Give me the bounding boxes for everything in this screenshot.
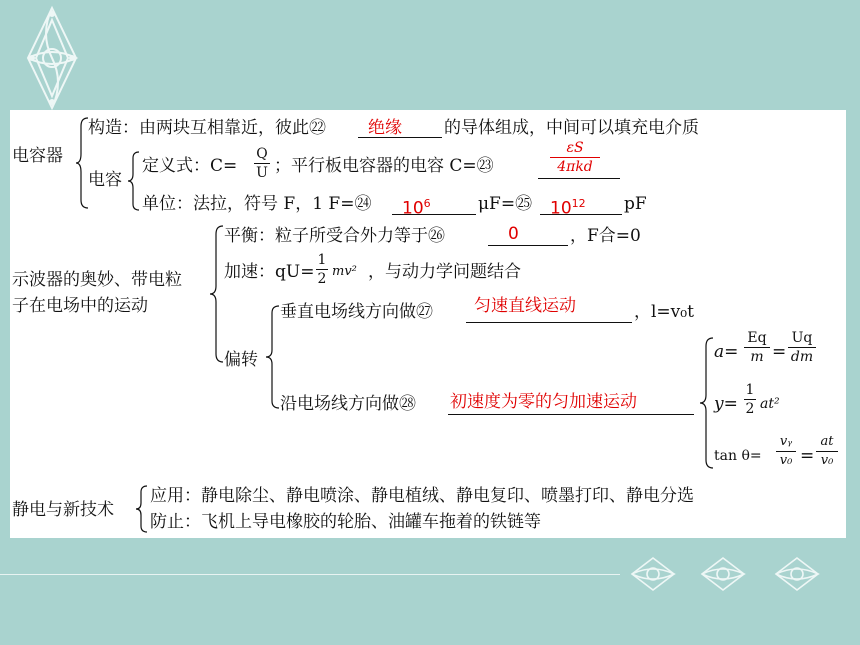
decorative-ornament-bottom-1 xyxy=(628,556,678,592)
formula-tan-f2-bar xyxy=(816,451,838,452)
accelerate-mv: mv² xyxy=(332,264,357,279)
balance-suffix: ，F合=0 xyxy=(570,226,641,246)
decorative-ornament-bottom-3 xyxy=(772,556,822,592)
formula-tan-fraction-1 xyxy=(776,434,796,469)
blank-23-bar xyxy=(550,157,600,158)
formula-a-fraction-2 xyxy=(788,330,816,365)
deflect-label: 偏转 xyxy=(224,350,258,370)
blank-25-answer xyxy=(550,194,586,219)
formula-a-fraction-1 xyxy=(744,330,770,365)
blank-24-answer xyxy=(402,194,431,219)
blank-28-line xyxy=(448,414,694,415)
formula-y-rest: at² xyxy=(760,396,780,412)
formula-tan-f2-num: at xyxy=(820,434,834,449)
unit-prefix: 单位：法拉，符号 F，1 F=㉔ xyxy=(142,194,372,214)
perpendicular-suffix: ，l=v₀t xyxy=(634,302,694,322)
blank-24-base: 10 xyxy=(402,198,424,219)
blank-23-line xyxy=(538,178,620,179)
motion-label-line2: 子在电场中的运动 xyxy=(12,296,148,316)
formula-tan-f1-den: v₀ xyxy=(779,453,793,468)
formula-a-f2-num: Uq xyxy=(791,330,813,346)
knowledge-outline-sheet xyxy=(10,110,846,538)
formula-tan-fraction-2 xyxy=(816,434,838,469)
deflect-brace xyxy=(266,304,280,410)
along-prefix: 沿电场线方向做㉘ xyxy=(280,394,416,414)
formula-tan-eq: = xyxy=(800,446,815,466)
formula-a-f1-den: m xyxy=(750,349,764,365)
blank-28-answer: 初速度为零的匀加速运动 xyxy=(450,392,637,412)
blank-23-answer xyxy=(550,140,600,175)
blank-25-exp: 12 xyxy=(571,197,586,210)
half-bar xyxy=(316,269,328,270)
formula-a-f1-num: Eq xyxy=(747,330,767,346)
accelerate-suffix: ，与动力学问题结合 xyxy=(368,262,521,282)
formula-brace xyxy=(700,336,714,470)
u-denominator: U xyxy=(256,165,268,181)
accelerate-prefix: 加速：qU= xyxy=(224,262,315,282)
capacitor-label: 电容器 xyxy=(12,146,63,166)
tech-application: 应用：静电除尘、静电喷涂、静电植绒、静电复印、喷墨打印、静电分选 xyxy=(150,486,694,506)
blank-23-denominator: 4πkd xyxy=(557,159,593,175)
formula-a-f2-bar xyxy=(788,347,816,348)
blank-24-exp: 6 xyxy=(423,197,431,210)
q-over-u-fraction xyxy=(254,146,270,181)
formula-y-num: 1 xyxy=(745,382,755,398)
definition-prefix: 定义式：C= xyxy=(142,156,238,176)
blank-25-base: 10 xyxy=(550,198,572,219)
formula-tan-f2-den: v₀ xyxy=(820,453,834,468)
blank-27-answer: 匀速直线运动 xyxy=(474,296,576,316)
formula-tan-f1-num: vᵧ xyxy=(779,434,793,449)
formula-a-lhs: a= xyxy=(714,342,739,362)
q-numerator: Q xyxy=(256,146,268,162)
blank-22-answer: 绝缘 xyxy=(368,118,402,138)
half-fraction xyxy=(316,252,328,287)
fraction-bar xyxy=(254,163,270,164)
formula-tan-lhs: tan θ= xyxy=(714,448,762,464)
formula-y-den: 2 xyxy=(745,401,755,417)
formula-a-f1-bar xyxy=(744,347,770,348)
half-denominator: 2 xyxy=(317,271,327,287)
decorative-ornament-top xyxy=(20,4,84,112)
parallel-plate-text: ；平行板电容器的电容 C=㉓ xyxy=(274,156,494,176)
unit-mid: μF=㉕ xyxy=(478,194,533,214)
capacitance-label: 电容 xyxy=(88,170,122,190)
motion-label-line1: 示波器的奥妙、带电粒 xyxy=(12,270,182,290)
unit-suffix: pF xyxy=(624,194,647,214)
blank-23-numerator: εS xyxy=(566,140,584,156)
tech-prevention: 防止：飞机上导电橡胶的轮胎、油罐车拖着的铁链等 xyxy=(150,512,541,532)
construction-prefix: 构造：由两块互相靠近，彼此㉒ xyxy=(88,118,326,138)
formula-a-eq: = xyxy=(772,342,787,362)
formula-tan-f1-bar xyxy=(776,451,796,452)
decorative-ornament-bottom-2 xyxy=(698,556,748,592)
perpendicular-prefix: 垂直电场线方向做㉗ xyxy=(280,302,433,322)
formula-a-f2-den: dm xyxy=(790,349,814,365)
motion-brace xyxy=(210,224,224,364)
bottom-divider xyxy=(0,574,620,575)
construction-suffix: 的导体组成，中间可以填充电介质 xyxy=(444,118,699,138)
formula-y-lhs: y= xyxy=(714,394,738,414)
capacitance-brace xyxy=(128,150,140,212)
half-numerator: 1 xyxy=(317,252,327,268)
formula-y-bar xyxy=(744,399,756,400)
balance-prefix: 平衡：粒子所受合外力等于㉖ xyxy=(224,226,445,246)
formula-y-fraction xyxy=(744,382,756,417)
tech-brace xyxy=(136,484,148,534)
blank-26-line xyxy=(488,245,568,246)
blank-26-answer: 0 xyxy=(508,224,519,244)
tech-label: 静电与新技术 xyxy=(12,500,114,520)
blank-27-line xyxy=(466,322,632,323)
